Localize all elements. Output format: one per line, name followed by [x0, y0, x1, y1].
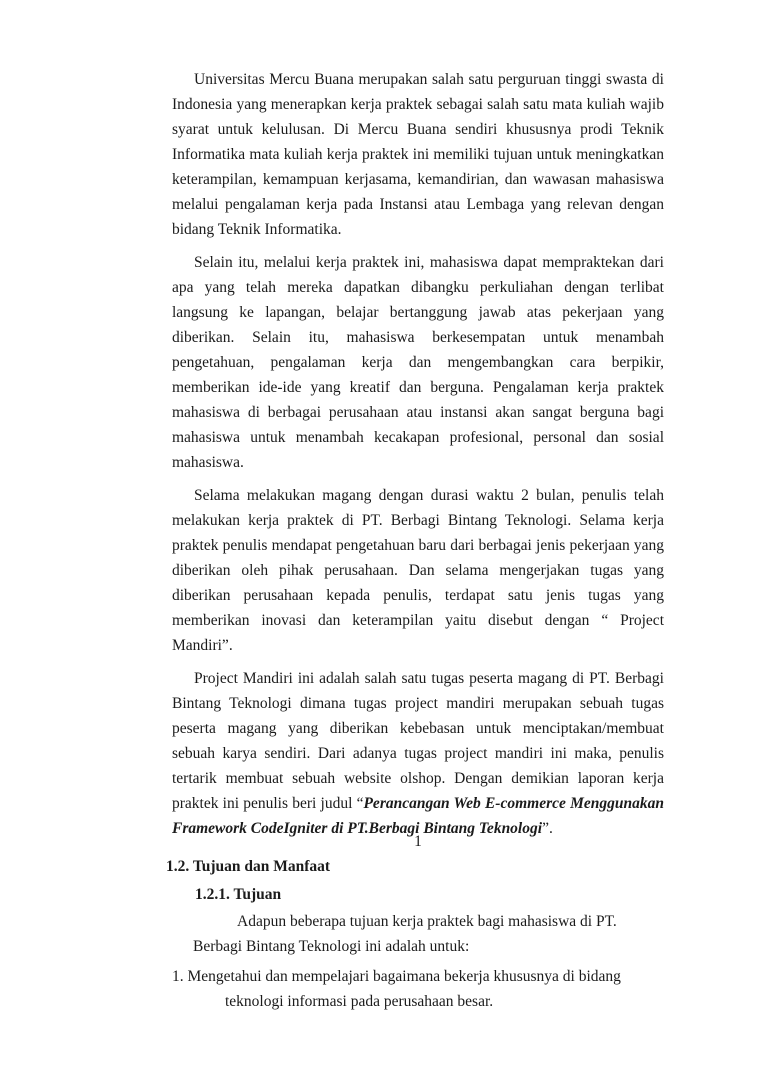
paragraph-project-mandiri: [172, 666, 664, 841]
list-item-1-text: Mengetahui dan mempelajari bagaimana bekerja khususnya di bidang teknologi informasi pada perusahaan besar.: [187, 968, 621, 1010]
subsection-heading: 1.2.1. Tujuan: [195, 886, 282, 903]
paragraph-universitas: Universitas Mercu Buana merupakan salah satu perguruan tinggi swasta di Indonesia yang menerapkan kerja praktek sebagai salah satu mata kuliah wajib syarat untuk kelulusan. Di Mercu Buana sendiri khususnya prodi Teknik Informatika mata kuliah kerja praktek ini memiliki tujuan untuk meningkatkan keterampilan, kemampuan kerjasama, kemandirian, dan wawasan mahasiswa melalui pengalaman kerja pada Instansi atau Lembaga yang relevan dengan bidang Teknik Informatika.: [172, 71, 664, 238]
paragraph-project-mandiri-closing: ”.: [542, 820, 553, 837]
section-intro-paragraph: Adapun beberapa tujuan kerja praktek bagi mahasiswa di PT. Berbagi Bintang Teknologi ini adalah untuk:: [193, 913, 617, 955]
page-number: 1: [414, 833, 422, 850]
paragraph-project-mandiri-text: Project Mandiri ini adalah salah satu tugas peserta magang di PT. Berbagi Bintang Teknologi dimana tugas project mandiri merupakan sebuah tugas peserta magang yang diberikan kebebasan untuk menciptakan/membuat sebuah karya sendiri. Dari adanya tugas project mandiri ini maka, penulis tertarik membuat sebuah website olshop. Dengan demikian laporan kerja praktek ini penulis beri judul “: [172, 670, 664, 812]
report-title: Perancangan Web E-commerce Menggunakan Framework CodeIgniter di PT.Berbagi Bintang Teknologi: [172, 795, 664, 837]
section-heading: 1.2. Tujuan dan Manfaat: [166, 858, 331, 875]
body-text-block: [172, 67, 664, 849]
list-item-1: [172, 964, 664, 1014]
paragraph-selain-itu: Selain itu, melalui kerja praktek ini, mahasiswa dapat mempraktekan dari apa yang telah mereka dapatkan dibangku perkuliahan dengan terlibat langsung ke lapangan, belajar bertanggung jawab atas pekerjaan yang diberikan. Selain itu, mahasiswa berkesempatan untuk menambah pengetahuan, pengalaman kerja dan mengembangkan cara berpikir, memberikan ide-ide yang kreatif dan berguna. Pengalaman kerja praktek mahasiswa di berbagai perusahaan atau instansi akan sangat berguna bagi mahasiswa untuk menambah kecakapan profesional, personal dan sosial mahasiswa.: [172, 254, 664, 471]
paragraph-selama-magang: Selama melakukan magang dengan durasi waktu 2 bulan, penulis telah melakukan kerja praktek di PT. Berbagi Bintang Teknologi. Selama kerja praktek penulis mendapat pengetahuan baru dari berbagai jenis pekerjaan yang diberikan oleh pihak perusahaan. Dan selama mengerjakan tugas yang diberikan perusahaan kepada penulis, terdapat satu jenis tugas yang memberikan inovasi dan keterampilan yaitu disebut dengan “ Project Mandiri”.: [172, 487, 664, 654]
list-item-1-marker: 1.: [172, 968, 184, 985]
section-tujuan-block: [166, 829, 664, 1014]
